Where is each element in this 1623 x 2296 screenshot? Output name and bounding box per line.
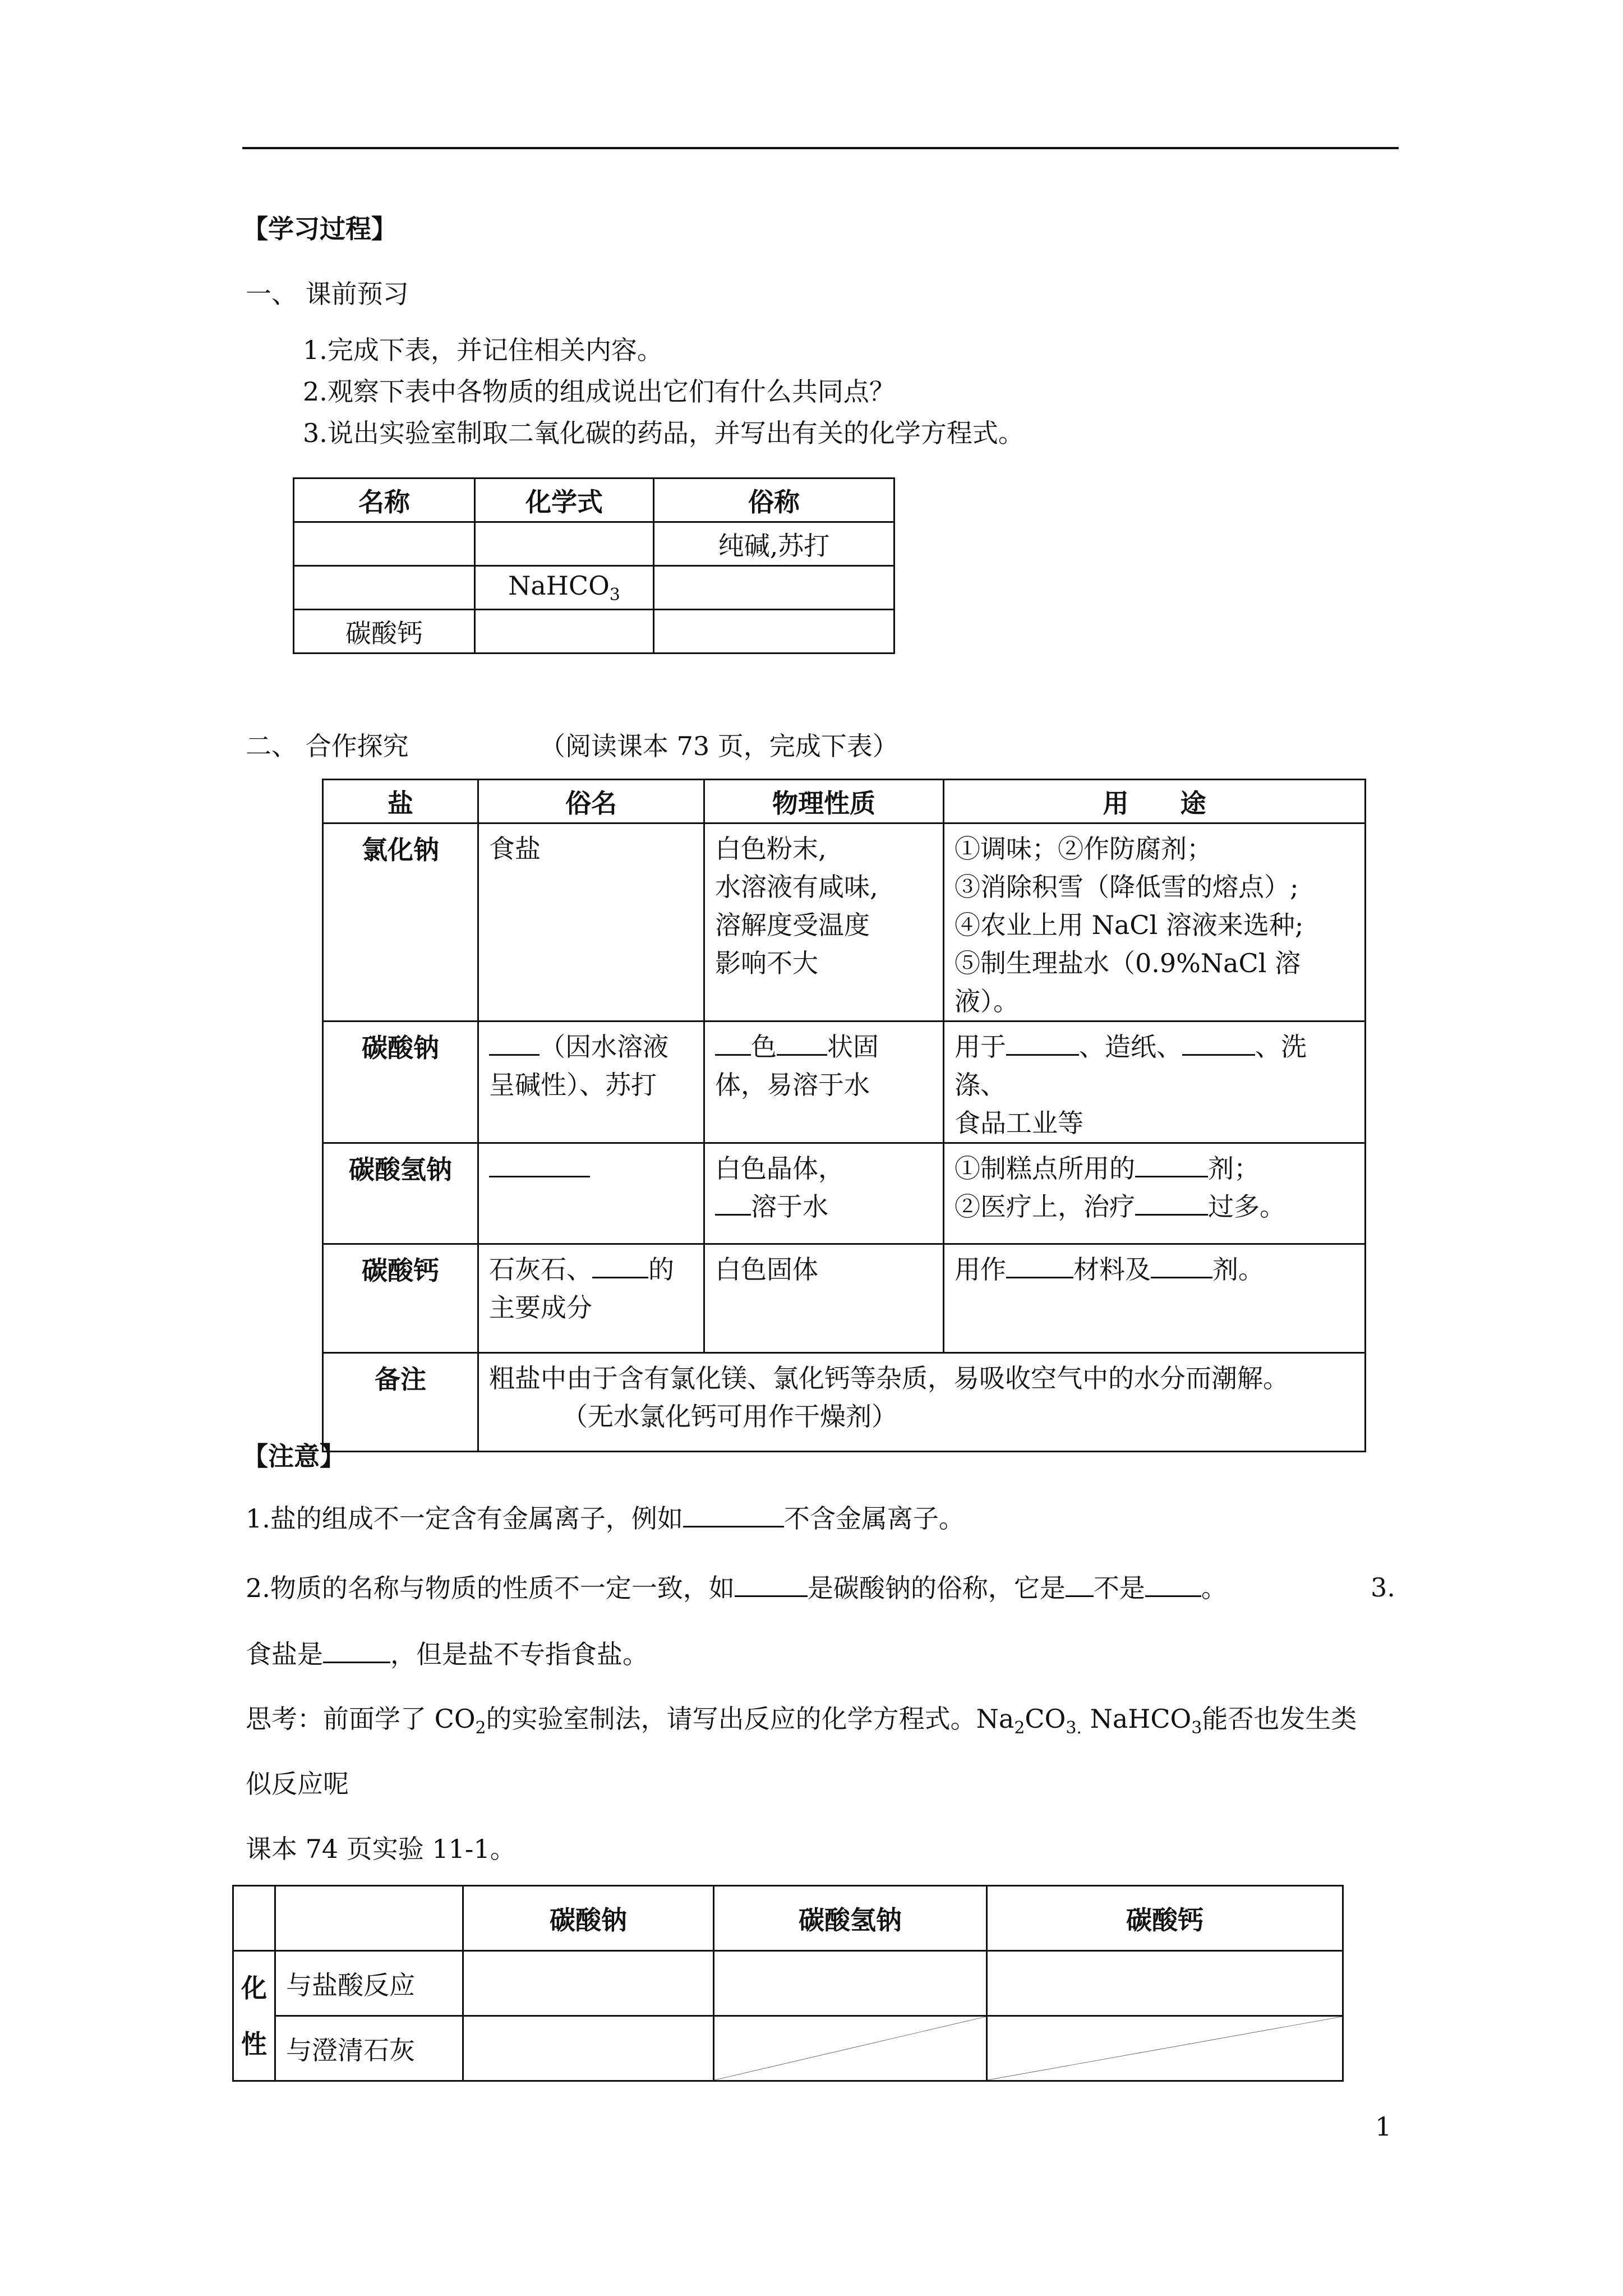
common-caco3 (478, 1244, 704, 1353)
physical-nahco3 (704, 1143, 944, 1244)
uses-line: ①调味；②作防腐剂； (955, 834, 1212, 864)
page-number: 1 (1375, 2111, 1392, 2142)
formula-text: NaHCO (508, 570, 610, 601)
attention-text: 1.盐的组成不一定含有金属离子，例如 (246, 1503, 683, 1534)
remark-text: 粗盐中由于含有氯化镁、氯化钙等杂质，易吸收空气中的水分而潮解。 (489, 1363, 1289, 1393)
salt-na2co3: 碳酸钠 (323, 1022, 478, 1143)
salt-caco3: 碳酸钙 (323, 1244, 478, 1353)
uses-text: 、造纸、 (1079, 1032, 1182, 1062)
header-rule (242, 147, 1399, 149)
fill-blank[interactable] (715, 1189, 751, 1216)
uses-line: ④农业上用 NaCl 溶液来选种; (955, 910, 1304, 940)
diagonal-line (714, 2017, 986, 2080)
uses-text: 剂； (1208, 1153, 1260, 1184)
think-text: 的实验室制法，请写出反应的化学方程式。Na (486, 1704, 1015, 1734)
remark-text: （无水氯化钙可用作干燥剂） (562, 1401, 897, 1432)
part1-heading: 一、 课前预习 (246, 279, 409, 309)
uses-line: ⑤制生理盐水（0.9%NaCl 溶液）。 (955, 948, 1301, 1016)
salt-remark: 备注 (323, 1353, 478, 1452)
fill-blank[interactable] (489, 1029, 540, 1056)
attention-item-3-number: 3. (1371, 1572, 1395, 1603)
crossed-cell (714, 2016, 987, 2081)
attention-text: 不是 (1093, 1573, 1145, 1603)
fill-blank[interactable] (1135, 1151, 1208, 1177)
attention-text: 。 (1201, 1573, 1227, 1603)
table-cell (475, 522, 654, 566)
formula-subscript: 3 (609, 585, 620, 605)
table-corner (233, 1886, 275, 1951)
remark-cell (478, 1353, 1366, 1452)
row-label: 与盐酸反应 (275, 1951, 463, 2016)
part2-note: （阅读课本 73 页，完成下表） (540, 731, 898, 761)
attention-line-1 (246, 1501, 965, 1535)
attention-text: 食盐是 (246, 1639, 323, 1669)
answer-cell[interactable] (463, 2016, 714, 2081)
uses-text: 材料及 (1073, 1254, 1151, 1285)
fill-blank[interactable] (777, 1029, 827, 1056)
physical-text: 体，易溶于水 (715, 1070, 870, 1100)
attention-line-3 (246, 1637, 648, 1671)
side-label-char: 性 (241, 2028, 267, 2059)
common-text: 石灰石、 (489, 1254, 592, 1285)
table-cell (475, 610, 654, 654)
header-salt: 盐 (323, 780, 478, 823)
answer-cell[interactable] (987, 1951, 1343, 2016)
crossed-cell (987, 2016, 1343, 2081)
common-nahco3 (478, 1143, 704, 1244)
uses-text: 剂。 (1212, 1254, 1264, 1285)
part1-item-2: 2.观察下表中各物质的组成说出它们有什么共同点？ (303, 376, 895, 407)
row-label: 与澄清石灰 (275, 2016, 463, 2081)
table-corner (275, 1886, 463, 1951)
common-text: 呈碱性）、苏打 (489, 1070, 657, 1100)
table-cell (654, 566, 895, 610)
fill-blank[interactable] (1182, 1029, 1255, 1056)
physical-text: 状固 (827, 1032, 879, 1062)
common-text: 主要成分 (489, 1292, 592, 1323)
fill-blank[interactable] (1006, 1252, 1073, 1278)
attention-title: 【注意】 (242, 1441, 345, 1471)
attention-text: 是碳酸钠的俗称，它是 (807, 1573, 1066, 1603)
header-common-name: 俗称 (654, 478, 895, 522)
table-cell (294, 522, 475, 566)
fill-blank[interactable] (735, 1571, 808, 1597)
uses-text: 用于 (955, 1032, 1006, 1062)
answer-cell[interactable] (714, 1951, 987, 2016)
table-cell (294, 566, 475, 610)
subscript: 3. (1066, 1718, 1082, 1738)
header-formula: 化学式 (475, 478, 654, 522)
think-text: NaHCO (1081, 1704, 1192, 1734)
physical-line: 白色粉末, (715, 834, 827, 864)
uses-nahco3 (944, 1143, 1366, 1244)
physical-line: 水溶液有咸味, (715, 872, 878, 902)
physical-text: 白色固体 (715, 1254, 818, 1285)
part2-heading: 二、 合作探究 (246, 731, 409, 761)
experiment-ref: 课本 74 页实验 11-1。 (246, 1834, 516, 1864)
think-text: 思考：前面学了 CO (246, 1704, 476, 1734)
common-text: 的 (648, 1254, 674, 1285)
subscript: 2 (475, 1718, 486, 1738)
fill-blank[interactable] (592, 1252, 648, 1278)
section-title: 【学习过程】 (242, 214, 397, 244)
header-name: 名称 (294, 478, 475, 522)
physical-text: 溶于水 (751, 1191, 828, 1222)
fill-blank[interactable] (715, 1029, 751, 1056)
reaction-table (232, 1885, 1344, 2082)
uses-text: 过多。 (1208, 1191, 1285, 1222)
fill-blank[interactable] (323, 1637, 390, 1663)
think-line-2: 似反应呢 (246, 1769, 349, 1799)
physical-nacl (704, 823, 944, 1022)
uses-text: 、洗涤、 (955, 1032, 1307, 1100)
think-text: CO (1025, 1704, 1066, 1734)
table-cell (654, 610, 895, 654)
uses-text: 用作 (955, 1254, 1006, 1285)
table-cell: 碳酸钙 (294, 610, 475, 654)
formula-cell (475, 566, 654, 610)
subscript: 3 (1191, 1718, 1202, 1738)
physical-caco3 (704, 1244, 944, 1353)
fill-blank[interactable] (489, 1151, 590, 1177)
common-text: 食盐 (489, 834, 541, 864)
think-line-1 (246, 1702, 1357, 1745)
part1-table (293, 477, 895, 654)
properties-table (322, 779, 1366, 1452)
physical-text: 白色晶体， (715, 1153, 844, 1184)
uses-text: ②医疗上，治疗 (955, 1191, 1135, 1222)
fill-blank[interactable] (1151, 1252, 1212, 1278)
subscript: 2 (1014, 1718, 1025, 1738)
header-uses: 用 途 (944, 780, 1366, 823)
diagonal-line (988, 2017, 1342, 2080)
side-label (233, 1951, 275, 2081)
physical-line: 溶解度受温度 (715, 910, 870, 940)
uses-text: ①制糕点所用的 (955, 1153, 1135, 1184)
common-nacl (478, 823, 704, 1022)
fill-blank[interactable] (683, 1501, 784, 1527)
common-text: （因水溶液 (540, 1032, 668, 1062)
uses-line: ③消除积雪（降低雪的熔点）; (955, 872, 1299, 902)
header-common: 俗名 (478, 780, 704, 823)
fill-blank[interactable] (1006, 1029, 1079, 1056)
physical-line: 影响不大 (715, 948, 818, 978)
physical-na2co3 (704, 1022, 944, 1143)
attention-text: 2.物质的名称与物质的性质不一定一致，如 (246, 1573, 735, 1603)
fill-blank[interactable] (1066, 1571, 1094, 1597)
answer-cell[interactable] (463, 1951, 714, 2016)
fill-blank[interactable] (1145, 1571, 1201, 1597)
part1-item-1: 1.完成下表，并记住相关内容。 (303, 335, 663, 365)
header-physical: 物理性质 (704, 780, 944, 823)
think-text: 能否也发生类 (1202, 1704, 1357, 1734)
table-cell: 纯碱,苏打 (654, 522, 895, 566)
common-na2co3 (478, 1022, 704, 1143)
uses-caco3 (944, 1244, 1366, 1353)
header-nahco3: 碳酸氢钠 (714, 1886, 987, 1951)
header-na2co3: 碳酸钠 (463, 1886, 714, 1951)
uses-na2co3 (944, 1022, 1366, 1143)
uses-text: 食品工业等 (955, 1108, 1083, 1138)
fill-blank[interactable] (1135, 1189, 1208, 1216)
part1-item-3: 3.说出实验室制取二氧化碳的药品，并写出有关的化学方程式。 (303, 418, 1024, 448)
uses-nacl (944, 823, 1366, 1022)
salt-nacl: 氯化钠 (323, 823, 478, 1022)
attention-text: ，但是盐不专指食盐。 (390, 1639, 648, 1669)
salt-nahco3: 碳酸氢钠 (323, 1143, 478, 1244)
physical-text: 色 (751, 1032, 777, 1062)
attention-text: 不含金属离子。 (783, 1503, 965, 1534)
attention-line-2 (246, 1571, 1227, 1605)
header-caco3: 碳酸钙 (987, 1886, 1343, 1951)
side-label-char: 化 (241, 1972, 267, 2003)
